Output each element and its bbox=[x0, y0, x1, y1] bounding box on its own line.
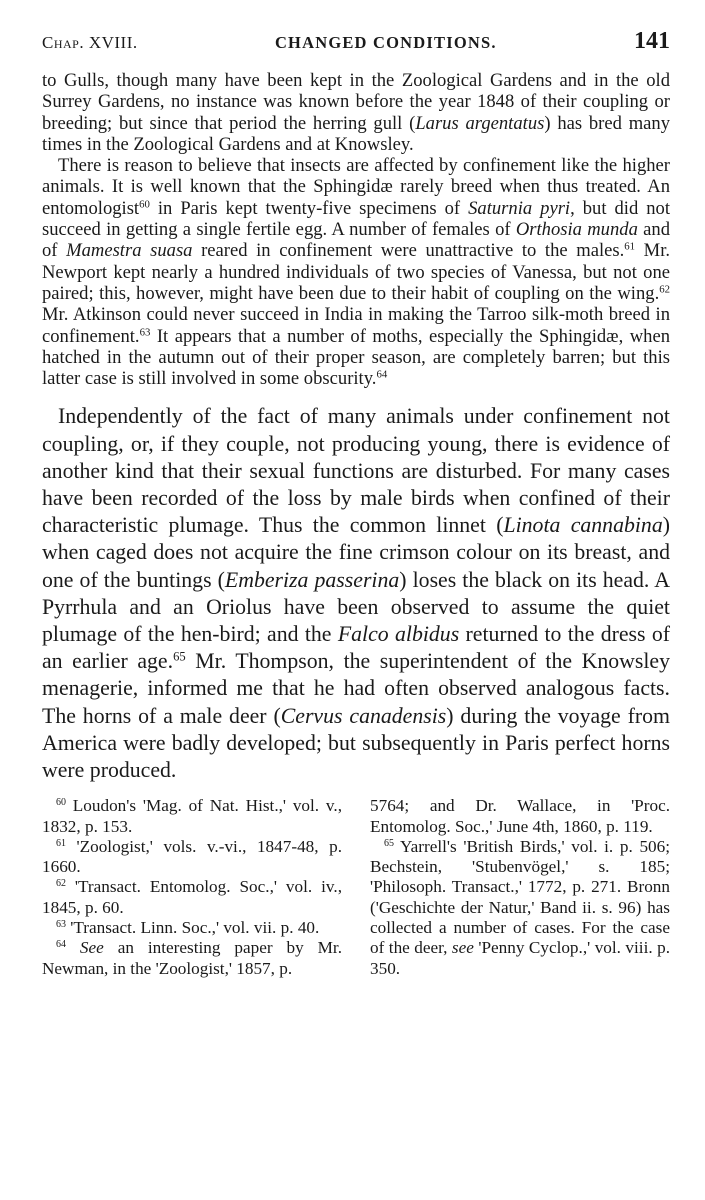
footnote-60: $^{60}$ Loudon's 'Mag. of Nat. Hist.,' vol. v., 1832, p. 153. bbox=[42, 796, 342, 836]
species-name: Falco albidus bbox=[337, 622, 460, 647]
running-title: CHANGED CONDITIONS. bbox=[274, 33, 497, 52]
insects-paragraph: There is reason to believe that insects are affected by confinement like the higher animals. It is well known that the Sphingidæ rarely breed when thus treated. An entomologist$^{60}$ in Paris kept twenty-five specimens of Saturnia pyri, but did not succeed in getting a single fertile egg. A number of females of Orthosia munda and of Mamestra suasa reared in confinement were unattractive to the males.$^{61}$ Mr. Newport kept nearly a hundred individuals of two species of Vanessa, but not one paired; this, however, might have been due to their habit of coupling on the wing.$^{62}$ Mr. Atkinson could never succeed in India in making the Tarroo silk-moth breed in confinement.$^{63}$ It appears that a number of moths, especially the Sphingidæ, when hatched in the autumn out of their proper season, are completely barren; but this latter case is still involved in some obscurity.$^{64}$ bbox=[42, 155, 671, 390]
running-header bbox=[42, 28, 670, 62]
footnote-61: $^{61}$ 'Zoologist,' vols. v.-vi., 1847-48, p. 1660. bbox=[42, 836, 342, 877]
footnote-ref: 63 bbox=[139, 326, 151, 339]
species-name: Mamestra suasa bbox=[66, 240, 193, 262]
footnote-63: $^{63}$ 'Transact. Linn. Soc.,' vol. vii. p. 40. bbox=[56, 918, 320, 938]
species-name: Emberiza passerina bbox=[224, 567, 400, 592]
gull-paragraph: to Gulls, though many have been kept in the Zoological Gardens and in the old Surrey Gardens, no instance was known before the year 1848 of their coupling or breeding; but since that period the herring gull (Larus argentatus) has bred many times in the Zoological Gardens and at Knowsley. bbox=[42, 70, 671, 155]
footnote-62: $^{62}$ 'Transact. Entomolog. Soc.,' vol. iv., 1845, p. 60. bbox=[42, 877, 342, 917]
footnote-ref: 61 bbox=[624, 240, 636, 253]
species-name: Orthosia munda bbox=[515, 219, 638, 241]
footnote-ref: 64 bbox=[376, 368, 388, 381]
page-number: 141 bbox=[633, 28, 670, 54]
footnote-ref: 62 bbox=[659, 283, 670, 296]
footnote-ref: 60 bbox=[139, 198, 150, 211]
footnotes bbox=[42, 796, 670, 979]
book-page bbox=[42, 28, 670, 979]
footnote-64: $^{64}$ See an interesting paper by Mr. Newman, in the 'Zoologist,' 1857, p. bbox=[42, 938, 343, 978]
footnote-64-continued: 5764; and Dr. Wallace, in 'Proc. Entomolog. Soc.,' June 4th, 1860, p. 119. bbox=[370, 796, 670, 836]
large-type-section bbox=[42, 403, 670, 784]
footnote-ref: 65 bbox=[173, 649, 186, 664]
footnotes-right-column bbox=[370, 796, 670, 979]
plumage-paragraph: Independently of the fact of many animals under confinement not coupling, or, if they couple, not producing young, there is evidence of another kind that their sexual functions are disturbed. For many cases have been recorded of the loss by male birds when confined of their characteristic plumage. Thus the common linnet (Linota cannabina) when caged does not acquire the fine crimson colour on its breast, and one of the buntings (Emberiza passerina) loses the black on its head. A Pyrrhula and an Oriolus have been observed to assume the quiet plumage of the hen-bird; and the Falco albidus returned to the dress of an earlier age.$^{65}$ Mr. Thompson, the superintendent of the Knowsley menagerie, informed me that he had often observed analogous facts. The horns of a male deer (Cervus canadensis) during the voyage from America were badly developed; but subsequently in Paris perfect horns were produced. bbox=[42, 404, 671, 783]
species-name: Cervus canadensis bbox=[280, 703, 447, 728]
footnote-65: $^{65}$ Yarrell's 'British Birds,' vol. i. p. 506; Bechstein, 'Stubenvögel,' s. 185; 'Philosoph. Transact.,' 1772, p. 271. Bronn ('Geschichte der Natur,' Band ii. s. 96) has collected a number of cases. For the case of the deer, see 'Penny Cyclop.,' vol. viii. p. 350. bbox=[370, 836, 671, 978]
small-type-section bbox=[42, 70, 670, 389]
species-name: Larus argentatus bbox=[415, 112, 545, 134]
chapter-label: Chap. XVIII. bbox=[42, 33, 138, 52]
species-name: Linota cannabina bbox=[503, 513, 663, 538]
footnotes-left-column bbox=[42, 796, 342, 979]
species-name: Saturnia pyri bbox=[468, 197, 571, 219]
